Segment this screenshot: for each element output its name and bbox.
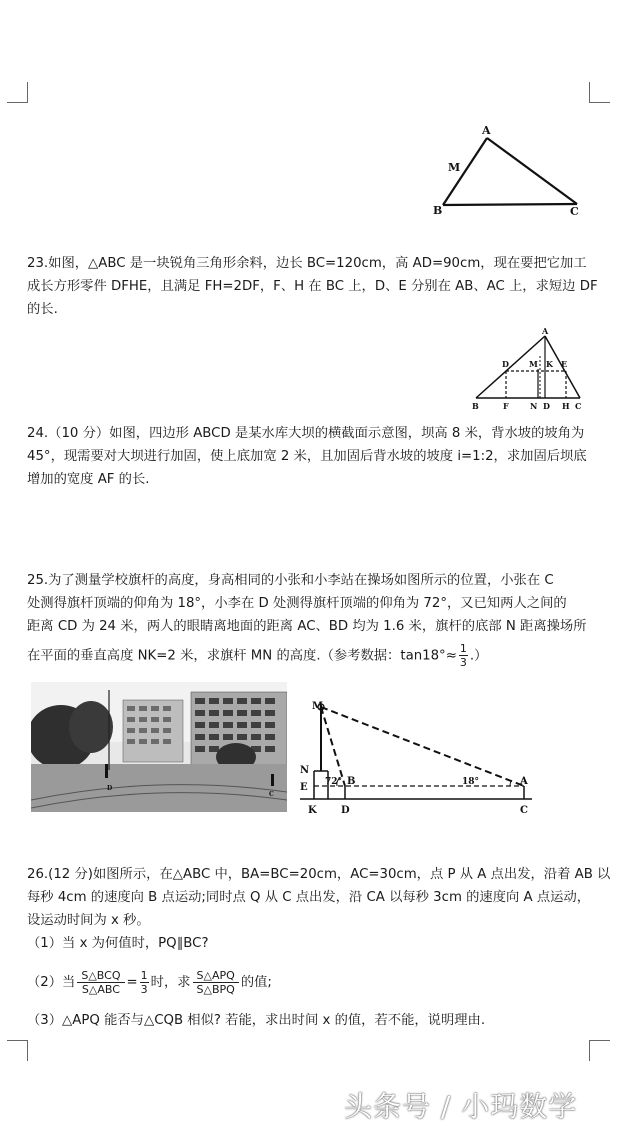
label-d: D bbox=[502, 359, 509, 369]
watermark: 头条号 / 小玛数学 bbox=[344, 1090, 578, 1123]
question-24 bbox=[27, 422, 597, 491]
fraction-one-third bbox=[140, 969, 149, 996]
q24-line-1: 24.（10 分）如图，四边形 ABCD 是某水库大坝的横截面示意图，坝高 8 米，背水坡的坡角为 bbox=[27, 426, 585, 441]
school-flagpole-photo bbox=[31, 682, 287, 812]
label-a: A bbox=[542, 326, 549, 336]
label-c: C bbox=[520, 805, 528, 816]
label-b: B bbox=[433, 204, 443, 217]
label-n: N bbox=[300, 765, 310, 776]
fraction-numerator: S△BCQ bbox=[77, 969, 124, 983]
question-23 bbox=[27, 252, 597, 321]
fraction-numerator: 1 bbox=[459, 642, 467, 655]
label-b: B bbox=[472, 401, 479, 411]
q25-line-4 bbox=[27, 642, 597, 669]
fraction-denominator: S△BPQ bbox=[196, 982, 235, 996]
equals-sign: = bbox=[126, 975, 138, 990]
label-k: K bbox=[308, 805, 317, 816]
fraction-one-third bbox=[459, 642, 468, 669]
fraction-numerator: 1 bbox=[140, 968, 148, 982]
crop-mark-top-left bbox=[7, 82, 28, 103]
q24-line-3: 增加的宽度 AF 的长. bbox=[27, 472, 150, 487]
label-d2: D bbox=[543, 401, 550, 411]
label-b: B bbox=[347, 776, 356, 787]
q25-line-4-prefix: 在平面的垂直高度 NK=2 米，求旗杆 MN 的高度.（参考数据：tan18°≈ bbox=[27, 648, 457, 664]
fraction-denominator: 3 bbox=[459, 656, 467, 669]
q26-line-2: 每秒 4cm 的速度向 B 点运动;同时点 Q 从 C 点出发，沿 CA 以每秒 3cm 的速度向 A 点运动， bbox=[27, 890, 591, 905]
label-n: N bbox=[530, 401, 538, 411]
label-c: C bbox=[575, 401, 582, 411]
q26-line-3: 设运动时间为 x 秒。 bbox=[27, 913, 150, 928]
label-k: K bbox=[546, 359, 553, 369]
label-c: C bbox=[570, 205, 579, 218]
q25-line-2: 处测得旗杆顶端的仰角为 18°，小李在 D 处测得旗杆顶端的仰角为 72°，又已知两人之间的 bbox=[27, 596, 567, 611]
label-e: E bbox=[300, 782, 308, 793]
svg-text:D: D bbox=[107, 785, 113, 792]
q23-line-3: 的长. bbox=[27, 302, 58, 317]
fraction-denominator: 3 bbox=[140, 982, 148, 996]
label-f: F bbox=[503, 401, 509, 411]
label-m: M bbox=[312, 701, 324, 712]
q26-part-2 bbox=[27, 963, 597, 1003]
q23-line-2: 成长方形零件 DFHE，且满足 FH=2DF，F、H 在 BC 上，D、E 分别在 AB、AC 上，求短边 DF bbox=[27, 279, 598, 294]
q23-line-1: 23.如图，△ABC 是一块锐角三角形余料，边长 BC=120cm，高 AD=90cm，现在要把它加工 bbox=[27, 256, 587, 271]
angle-18-label: 18° bbox=[462, 777, 480, 787]
label-h: H bbox=[562, 401, 570, 411]
label-a: A bbox=[482, 124, 491, 137]
flagpole-diagram bbox=[296, 693, 536, 819]
q25-line-3: 距离 CD 为 24 米，两人的眼睛离地面的距离 AC、BD 均为 1.6 米，旗杆的底部 N 距离操场所 bbox=[27, 619, 587, 634]
label-m: M bbox=[529, 359, 538, 369]
label-d: D bbox=[341, 805, 350, 816]
q26-part-3: （3）△APQ 能否与△CQB 相似? 若能，求出时间 x 的值，若不能，说明理由. bbox=[27, 1013, 486, 1028]
label-a: A bbox=[520, 776, 528, 787]
crop-mark-top-right bbox=[589, 82, 610, 103]
q26-part-1: （1）当 x 为何值时，PQ∥BC? bbox=[27, 936, 209, 951]
q26-line-1: 26.(12 分)如图所示，在△ABC 中，BA=BC=20cm，AC=30cm，点 P 从 A 点出发，沿着 AB 以 bbox=[27, 867, 611, 882]
q26-part-2-mid: 时，求 bbox=[150, 975, 191, 990]
question-25 bbox=[27, 569, 597, 669]
fraction-denominator: S△ABC bbox=[81, 982, 120, 996]
crop-mark-bottom-left bbox=[7, 1040, 28, 1061]
crop-mark-bottom-right bbox=[589, 1040, 610, 1061]
angle-72-label: 72° bbox=[325, 777, 343, 787]
triangle-abc-figure bbox=[430, 120, 590, 220]
q26-part-2-suffix: 的值; bbox=[240, 975, 272, 990]
fraction-numerator: S△APQ bbox=[193, 969, 239, 983]
q26-part-2-prefix: （2）当 bbox=[27, 975, 76, 990]
svg-text:C: C bbox=[269, 791, 274, 798]
rectangle-in-triangle-figure bbox=[468, 325, 588, 413]
fraction-apq-over-bpq bbox=[193, 969, 239, 996]
question-26 bbox=[27, 863, 611, 1032]
q25-line-4-suffix: .） bbox=[469, 648, 488, 664]
fraction-bcq-over-abc bbox=[77, 969, 124, 996]
label-m: M bbox=[448, 161, 461, 174]
label-e: E bbox=[561, 359, 568, 369]
q24-line-2: 45°，现需要对大坝进行加固，使上底加宽 2 米，且加固后背水坡的坡度 i=1:2，求加固后坝底 bbox=[27, 449, 587, 464]
q25-line-1: 25.为了测量学校旗杆的高度，身高相同的小张和小李站在操场如图所示的位置，小张在 C bbox=[27, 573, 554, 588]
